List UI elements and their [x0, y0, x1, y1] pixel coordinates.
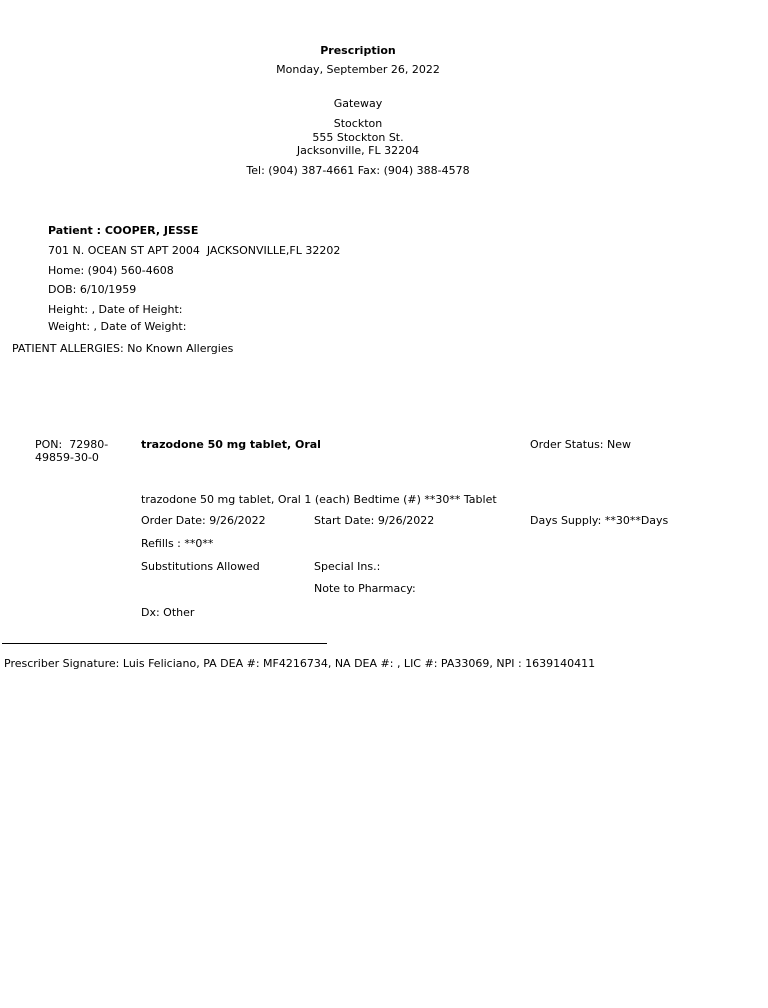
- order-status: Order Status: New: [530, 438, 632, 451]
- patient-address: 701 N. OCEAN ST APT 2004 JACKSONVILLE,FL 32202: [48, 244, 341, 257]
- prescriber-signature: Prescriber Signature: Luis Feliciano, PA DEA #: MF4216734, NA DEA #: , LIC #: PA33069, NPI : 1639140411: [4, 657, 596, 670]
- order-date: Order Date: 9/26/2022: [141, 514, 266, 527]
- signature-line: [2, 643, 327, 644]
- note-to-pharmacy: Note to Pharmacy:: [314, 582, 416, 595]
- document-date: Monday, September 26, 2022: [276, 63, 440, 76]
- patient-allergies: PATIENT ALLERGIES: No Known Allergies: [12, 342, 234, 355]
- document-title: Prescription: [320, 44, 396, 57]
- pharmacy-location: Stockton: [333, 117, 383, 130]
- pharmacy-name: Gateway: [333, 97, 383, 110]
- patient-home-phone: Home: (904) 560-4608: [48, 264, 174, 277]
- start-date: Start Date: 9/26/2022: [314, 514, 435, 527]
- days-supply: Days Supply: **30**Days: [530, 514, 669, 527]
- patient-dob: DOB: 6/10/1959: [48, 283, 137, 296]
- order-sig: trazodone 50 mg tablet, Oral 1 (each) Bedtime (#) **30** Tablet: [141, 493, 497, 506]
- pharmacy-city-state-zip: Jacksonville, FL 32204: [296, 144, 420, 157]
- drug-name: trazodone 50 mg tablet, Oral: [141, 438, 321, 451]
- patient-height: Height: , Date of Height:: [48, 303, 183, 316]
- patient-name: Patient : COOPER, JESSE: [48, 224, 199, 237]
- refills: Refills : **0**: [141, 537, 214, 550]
- patient-weight: Weight: , Date of Weight:: [48, 320, 187, 333]
- substitutions: Substitutions Allowed: [141, 560, 260, 573]
- diagnosis: Dx: Other: [141, 606, 195, 619]
- order-pon: PON: 72980-49859-30-0: [35, 438, 109, 464]
- pharmacy-street: 555 Stockton St.: [312, 131, 404, 144]
- pharmacy-phone-fax: Tel: (904) 387-4661 Fax: (904) 388-4578: [246, 164, 470, 177]
- special-instructions: Special Ins.:: [314, 560, 381, 573]
